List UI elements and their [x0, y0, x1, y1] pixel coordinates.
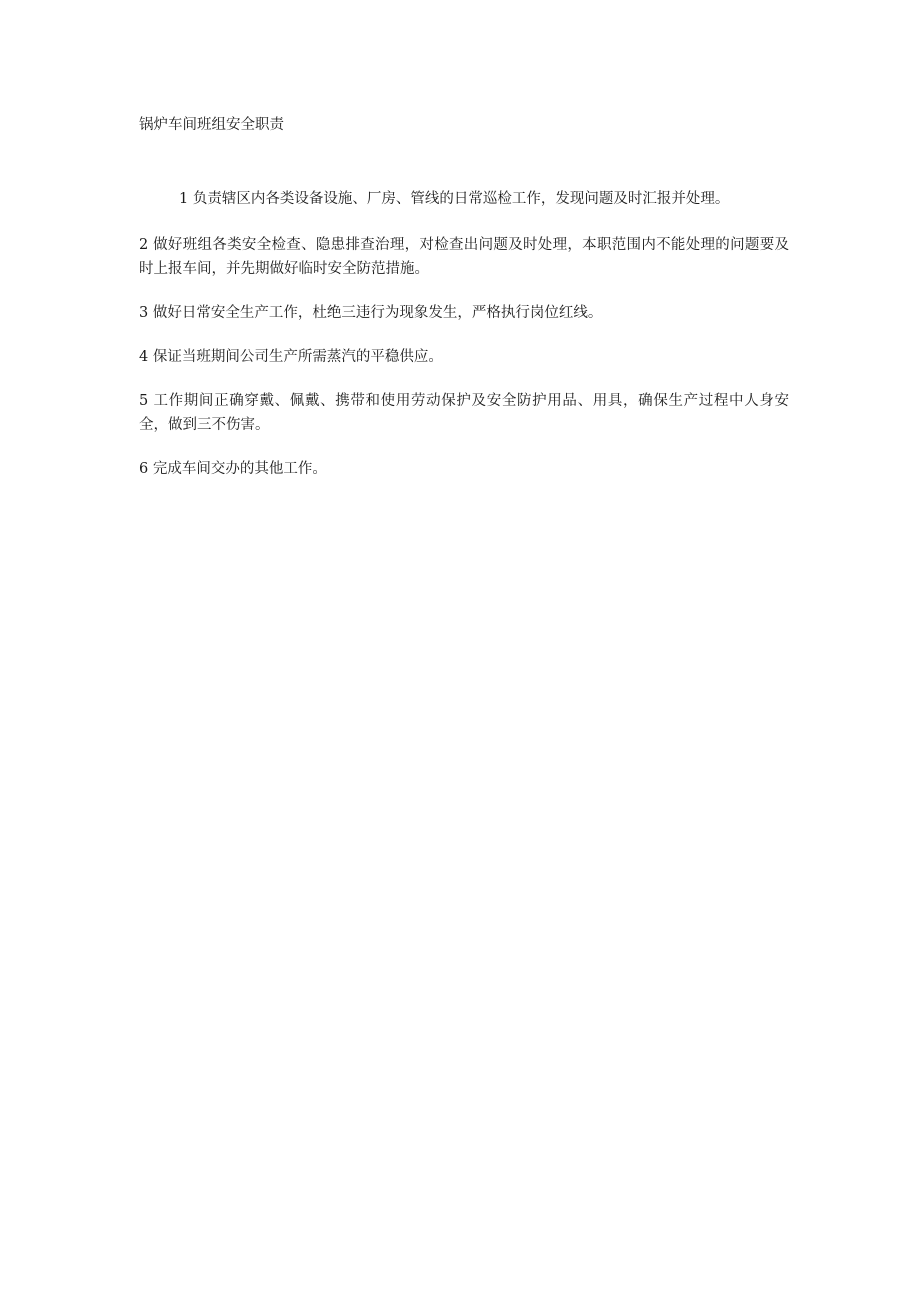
- duty-item-3: 3 做好日常安全生产工作，杜绝三违行为现象发生，严格执行岗位红线。: [139, 305, 603, 321]
- duty-item-1: 1 负责辖区内各类设备设施、厂房、管线的日常巡检工作，发现问题及时汇报并处理。: [179, 191, 730, 207]
- duty-item-2: 2 做好班组各类安全检查、隐患排查治理，对检查出问题及时处理，本职范围内不能处理的问题要及时上报车间，并先期做好临时安全防范措施。: [139, 237, 789, 277]
- document-title: 锅炉车间班组安全职责: [139, 117, 284, 133]
- duty-item-5: 5 工作期间正确穿戴、佩戴、携带和使用劳动保护及安全防护用品、用具，确保生产过程中人身安全，做到三不伤害。: [139, 393, 789, 433]
- document-body: [139, 113, 789, 501]
- duty-item-6: 6 完成车间交办的其他工作。: [139, 461, 327, 477]
- duty-item-4: 4 保证当班期间公司生产所需蒸汽的平稳供应。: [139, 349, 443, 365]
